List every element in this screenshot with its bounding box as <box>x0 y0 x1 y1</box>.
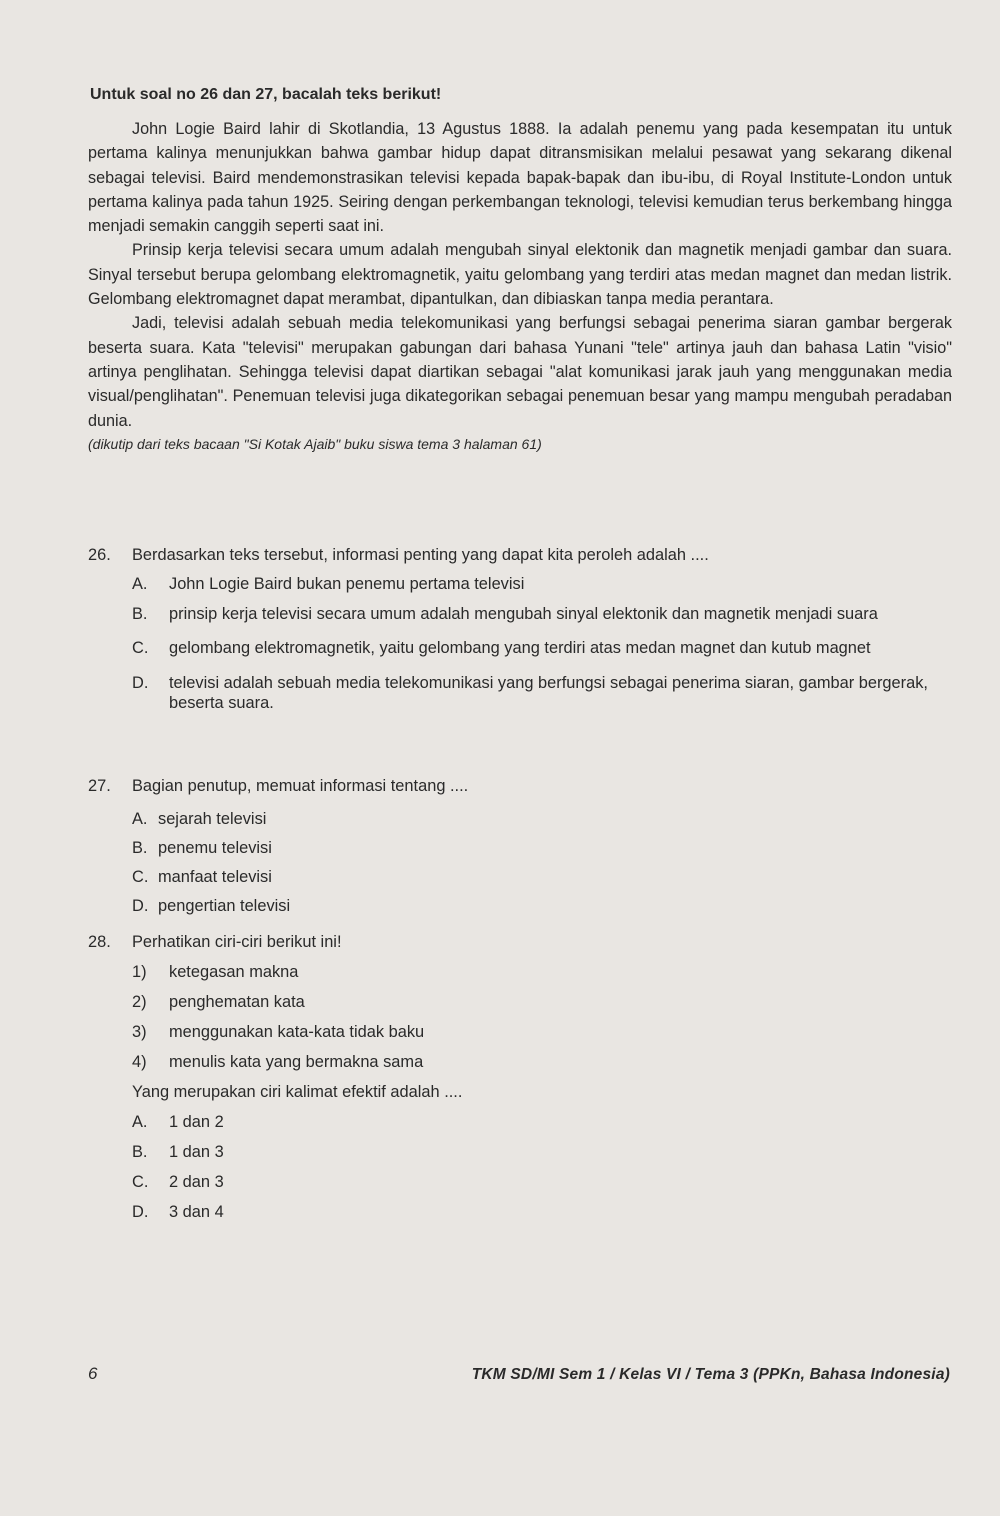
statement-3: 3) menggunakan kata-kata tidak baku <box>132 1023 425 1041</box>
question-number: 26. <box>88 546 111 564</box>
option-d[interactable]: D. pengertian televisi <box>132 897 291 915</box>
passage-paragraph-3: Jadi, televisi adalah sebuah media telekomunikasi yang berfungsi sebagai penerima siaran gambar bergerak beserta suara. Kata "televisi" merupakan gabungan dari bahasa Yunani "tele" artinya jauh dan bahasa Latin "visio" artinya penglihatan. Sehingga televisi dapat diartikan sebagai "alat komunikasi jarak jauh yang menggunakan media visual/penglihatan". Penemuan televisi juga dikategorikan sebagai penemuan besar yang mampu mengubah peradaban dunia. <box>88 314 952 430</box>
page-number: 6 <box>88 1364 98 1383</box>
question-text: Bagian penutup, memuat informasi tentang .... <box>132 777 469 795</box>
statement-4: 4) menulis kata yang bermakna sama <box>132 1053 424 1071</box>
question-number: 27. <box>88 777 111 795</box>
question-prompt: Yang merupakan ciri kalimat efektif adalah .... <box>132 1083 463 1101</box>
passage-paragraph-2: Prinsip kerja televisi secara umum adalah mengubah sinyal elektonik dan magnetik menjadi gambar dan suara. Sinyal tersebut berupa gelombang elektromagnetik, yaitu gelombang yang terdiri atas medan magnet dan medan listrik. Gelombang elektromagnet dapat merambat, dipantulkan, dan dibiaskan tanpa media perantara. <box>88 241 952 309</box>
option-b[interactable]: B. penemu televisi <box>132 839 272 857</box>
passage-paragraph-1: John Logie Baird lahir di Skotlandia, 13 Agustus 1888. Ia adalah penemu yang pada kesempatan itu untuk pertama kalinya menunjukkan bahwa gambar hidup dapat ditransmisikan melalui pesawat yang sekarang dikenal sebagai televisi. Baird mendemonstrasikan televisi kepada bapak-bapak dan ibu-ibu, di Royal Institute-London untuk pertama kalinya pada tahun 1925. Seiring dengan perkembangan teknologi, televisi kemudian terus berkembang hingga menjadi semakin canggih seperti saat ini. <box>88 120 952 236</box>
option-c[interactable]: C. 2 dan 3 <box>132 1173 224 1191</box>
option-b[interactable]: B. prinsip kerja televisi secara umum adalah mengubah sinyal elektonik dan magnetik menjadi suara <box>132 604 878 623</box>
question-26 <box>88 545 954 714</box>
option-d[interactable]: D. televisi adalah sebuah media telekomunikasi yang berfungsi sebagai penerima siaran, gambar bergerak, beserta suara. <box>132 673 928 712</box>
option-a[interactable]: A. 1 dan 2 <box>132 1113 224 1131</box>
question-number: 28. <box>88 933 111 951</box>
option-c[interactable]: C. manfaat televisi <box>132 868 272 886</box>
passage-citation: (dikutip dari teks bacaan "Si Kotak Ajaib" buku siswa tema 3 halaman 61) <box>88 435 542 452</box>
option-c[interactable]: C. gelombang elektromagnetik, yaitu gelombang yang terdiri atas medan magnet dan kutub magnet <box>132 639 871 657</box>
reading-instruction: Untuk soal no 26 dan 27, bacalah teks berikut! <box>90 86 442 103</box>
question-text: Berdasarkan teks tersebut, informasi penting yang dapat kita peroleh adalah .... <box>132 546 709 564</box>
footer-title: TKM SD/MI Sem 1 / Kelas VI / Tema 3 (PPKn, Bahasa Indonesia) <box>471 1366 950 1383</box>
question-text: Perhatikan ciri-ciri berikut ini! <box>132 933 342 951</box>
statement-1: 1) ketegasan makna <box>132 963 299 981</box>
question-27 <box>88 776 954 921</box>
question-28 <box>88 932 954 1227</box>
statement-2: 2) penghematan kata <box>132 993 305 1011</box>
option-d[interactable]: D. 3 dan 4 <box>132 1203 224 1221</box>
option-a[interactable]: A. sejarah televisi <box>132 810 267 828</box>
reading-passage <box>88 117 952 454</box>
option-b[interactable]: B. 1 dan 3 <box>132 1143 224 1161</box>
option-a[interactable]: A. John Logie Baird bukan penemu pertama televisi <box>132 575 525 593</box>
